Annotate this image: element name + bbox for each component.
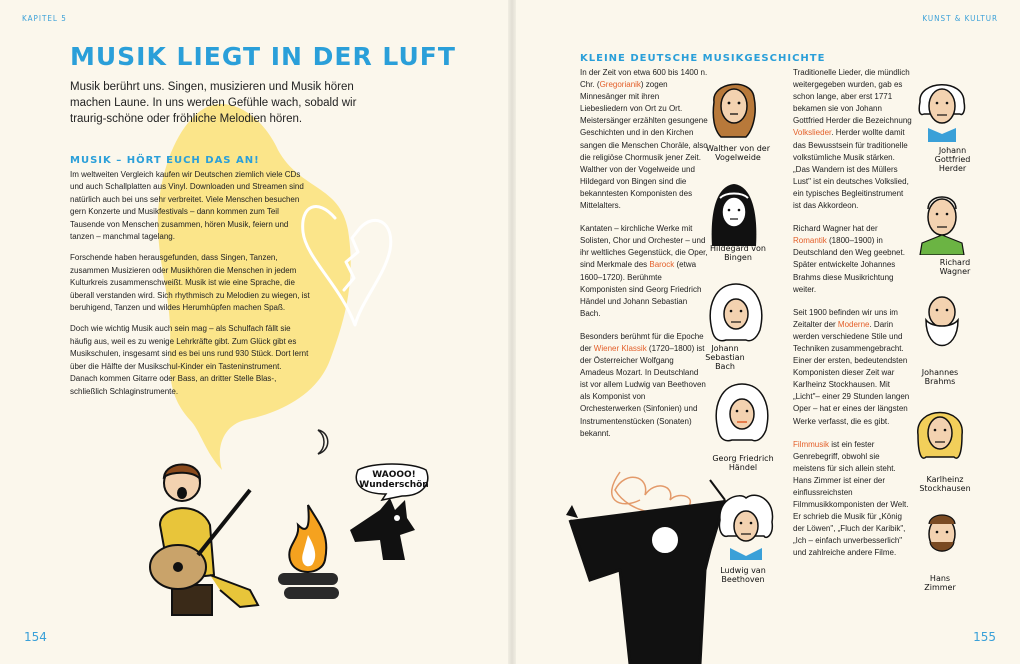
text-run: Besonders berühmt für die Epoche der (580, 331, 704, 353)
text-run: In der Zeit von etwa 600 bis 1400 n. Chr. ( (580, 68, 708, 90)
history-paragraph (580, 67, 708, 212)
portrait-bach (706, 280, 766, 348)
epoch-highlight: Romantik (793, 236, 827, 246)
epoch-highlight: Volkslieder (793, 128, 832, 138)
history-column-1 (580, 67, 708, 451)
epoch-highlight: Gregorianik (599, 80, 641, 90)
book-gutter (508, 0, 516, 664)
caption-haendel: Georg Friedrich Händel (712, 454, 774, 472)
epoch-highlight: Wiener Klassik (593, 343, 647, 353)
portrait-zimmer (914, 502, 970, 572)
caption-wagner: Richard Wagner (939, 258, 971, 276)
history-paragraph (793, 67, 913, 212)
caption-brahms: Johannes Brahms (921, 368, 959, 386)
portrait-brahms (912, 284, 972, 364)
running-head-left: KAPITEL 5 (22, 14, 67, 23)
caption-herder: Johann Gottfried Herder (934, 146, 971, 173)
history-paragraph (793, 439, 913, 560)
portrait-wagner (912, 183, 972, 255)
text-run: (etwa 1600–1720). Berühmte Komponisten sind Georg Friedrich Händel und Johann Sebastian Bach. (580, 260, 702, 318)
text-run: Kantaten – kirchliche Werke mit Solisten, Chor und Orchester – und ihr weltliches Gegenstück, die Oper, sind Merkmale des (580, 224, 708, 270)
caption-walther: Walther von der Vogelweide (705, 144, 770, 162)
intro-paragraph: Musik berührt uns. Singen, musizieren und Musik hören machen Laune. In uns werden Gefühle wach, sobald wir traurig-schöne oder fröhliche Melodien hören. (70, 81, 357, 125)
history-paragraph (793, 307, 913, 428)
portrait-haendel (712, 380, 772, 448)
wolf-speech-text: WAOOO! Wunderschön (359, 470, 429, 490)
text-run: . Herder wollte damit das Bewusstsein für traditionelle volkstümliche Musik stärken. „Das Wandern ist des Müllers Lust" ist ein deutsches Volkslied, ein typisches Begleitinstrument ist das Akkordeon. (793, 128, 909, 211)
text-run: (1720–1800) ist der Österreicher Wolfgang Amadeus Mozart. In Deutschland ist vor allem Ludwig van Beethoven als Komponist von Orchesterwerken (Sinfonien) und Instrumentenstücken (Sonaten) bekannt. (580, 343, 706, 438)
portrait-beethoven (716, 490, 776, 560)
epoch-highlight: Moderne (837, 319, 870, 329)
caption-stockhausen: Karlheinz Stockhausen (919, 475, 971, 493)
portrait-hildegard (706, 178, 761, 250)
left-subheading: MUSIK – HÖRT EUCH DAS AN! (70, 155, 260, 166)
page-number-right: 155 (973, 630, 996, 644)
conductor-illustration (560, 460, 730, 664)
caption-bach: Johann Sebastian Bach (705, 344, 745, 371)
caption-beethoven: Ludwig van Beethoven (720, 566, 766, 584)
left-paragraph: Doch wie wichtig Musik auch sein mag – als Schulfach fällt sie häufig aus, weil es zu wenige Lehrkräfte gibt. Zum Glück gibt es Musikschulen, insgesamt sind es bei uns rund 930 Stück. Dort lernt über die Hälfte der Musikschul-Kinder ein Tasteninstrument. Danach kommen Gitarre oder Bass, an dritter Stelle Blas-, schließlich Schlaginstrumente. (70, 324, 309, 396)
text-run: . Darin werden verschiedene Stile und Techniken zusammengebracht. Einer der ersten, bedeutendsten Komponisten dieser Zeit war Karlheinz Stockhausen. Mit „Licht"– einer 29 Stunden langen Oper – hat er eines der längsten Werke verfasst, die es gibt. (793, 319, 910, 426)
history-paragraph (580, 223, 708, 320)
epoch-highlight: Filmmusik (793, 439, 829, 449)
portrait-herder (912, 72, 972, 142)
left-body-text (70, 169, 310, 407)
page-title: MUSIK LIEGT IN DER LUFT (70, 42, 456, 71)
right-subheading: KLEINE DEUTSCHE MUSIKGESCHICHTE (580, 53, 826, 64)
moon-icon (308, 428, 336, 456)
text-run: (1800–1900) in Deutschland den Weg geebnet. Später entwickelte Johannes Brahms diese Musikrichtung weiter. (793, 236, 905, 294)
history-paragraph (793, 223, 913, 296)
epoch-highlight: Barock (649, 260, 675, 270)
campfire-illustration (270, 495, 345, 605)
portrait-stockhausen (910, 395, 970, 471)
running-head-right: KUNST & KULTUR (922, 14, 998, 23)
text-run: Richard Wagner hat der (793, 224, 878, 234)
text-run: ist ein fester Genrebegriff, obwohl sie meistens für sich allein steht. Hans Zimmer ist einer der einflussreichsten Filmmusikkomponisten der Welt. Er schrieb die Musik für „König der Löwen", „Fluch der Karibik", „Ich – einfach unverbesserlich" und zahlreiche andere Filme. (793, 439, 909, 558)
text-run: Traditionelle Lieder, die mündlich weitergegeben wurden, gab es schon lange, aber erst 1771 bekamen sie von Johann Gottfried Herder die Bezeichnung (793, 68, 912, 126)
caption-zimmer: Hans Zimmer (924, 574, 956, 592)
history-column-2 (793, 67, 913, 571)
caption-hildegard: Hildegard von Bingen (710, 244, 766, 262)
text-run: ) zogen Minnesänger mit ihren Liebesliedern von Ort zu Ort. Meistersänger erzählten gesungene Geschichten und in den Kirchen sangen die Menschen Choräle, also die religiöse Chormusik jener Zeit. Walther von der Vogelweide und Hildegard von Bingen sind die bekanntesten Komponisten des Mittelalters. (580, 80, 708, 211)
lute-player-illustration (140, 455, 290, 625)
text-run: Seit 1900 befinden wir uns im Zeitalter der (793, 307, 898, 329)
history-paragraph (580, 331, 708, 440)
left-paragraph: Forschende haben herausgefunden, dass Singen, Tanzen, zusammen Musizieren oder Musikhören die Menschen in jedem Kulturkreis zusammenschweißt. Musik ist wie eine Sprache, die überall verstanden wird. Sich rhythmisch zu Melodien zu wiegen, ist beruhigend, Tanzen und wildes Herumhüpfen machen Spaß. (70, 253, 310, 313)
page-number-left: 154 (24, 630, 47, 644)
left-paragraph: Im weltweiten Vergleich kaufen wir Deutschen ziemlich viele CDs und auch Schallplatten aus Vinyl. Downloaden und Streamen sind natürlich auch bei uns sehr verbreitet. Viele Menschen besuchen gern Konzerte und Musikfestivals – dann kommen zum Teil Tausende von Menschen zusammen, hören Musik, feiern und tanzen – manchmal tagelang. (70, 170, 304, 242)
portrait-walther (706, 72, 761, 142)
